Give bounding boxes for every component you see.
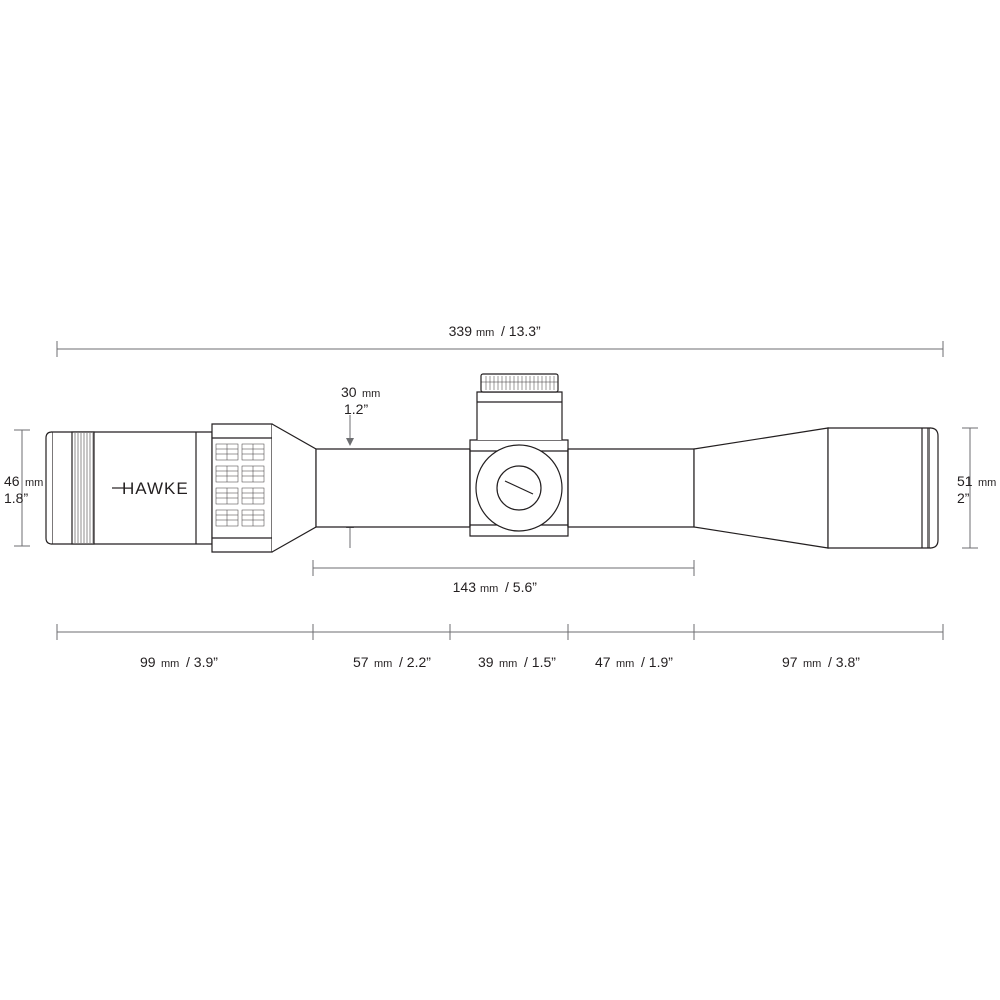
objective-diameter-unit: mm: [978, 477, 997, 489]
segment-4-value: 47: [595, 654, 611, 670]
objective-diameter-value: 51: [957, 473, 973, 489]
segment-5-unit: mm: [803, 658, 822, 670]
total-length-unit: mm: [476, 327, 495, 339]
tube-diameter-unit: mm: [362, 388, 381, 400]
segment-3-unit: mm: [499, 658, 518, 670]
tube-diameter-value: 30: [341, 384, 357, 400]
segment-3-value: 39: [478, 654, 494, 670]
mounting-length-imperial: / 5.6”: [505, 579, 537, 595]
segment-5-imperial: / 3.8”: [828, 654, 860, 670]
segment-label-3: [478, 654, 556, 670]
eyepiece-diameter-label: [4, 473, 43, 506]
segment-1-value: 99: [140, 654, 156, 670]
segment-2-imperial: / 2.2”: [399, 654, 431, 670]
total-length-imperial: / 13.3”: [501, 323, 541, 339]
segment-label-5: [782, 654, 860, 670]
segment-4-unit: mm: [616, 658, 635, 670]
total-length-label: [449, 323, 541, 339]
segment-2-value: 57: [353, 654, 369, 670]
segment-label-2: [353, 654, 431, 670]
eyepiece-diameter-value: 46: [4, 473, 20, 489]
segment-label-1: [140, 654, 218, 670]
scope-body-outline: [46, 374, 938, 552]
segment-2-unit: mm: [374, 658, 393, 670]
segment-4-imperial: / 1.9”: [641, 654, 673, 670]
tube-diameter-label: [341, 384, 380, 417]
segment-1-imperial: / 3.9”: [186, 654, 218, 670]
segment-1-unit: mm: [161, 658, 180, 670]
segment-3-imperial: / 1.5”: [524, 654, 556, 670]
eyepiece-diameter-unit: mm: [25, 477, 44, 489]
mounting-length-value: 143: [452, 579, 476, 595]
objective-diameter-label: [957, 473, 996, 506]
total-length-value: 339: [448, 323, 472, 339]
brand-label: HAWKE: [122, 479, 189, 498]
mounting-length-label: [453, 579, 538, 595]
mounting-length-unit: mm: [480, 583, 499, 595]
tube-diameter-imperial: 1.2”: [344, 401, 369, 417]
segment-label-4: [595, 654, 673, 670]
objective-diameter-imperial: 2”: [957, 490, 970, 506]
segment-5-value: 97: [782, 654, 798, 670]
brand-logo: [112, 479, 189, 498]
eyepiece-diameter-imperial: 1.8”: [4, 490, 29, 506]
